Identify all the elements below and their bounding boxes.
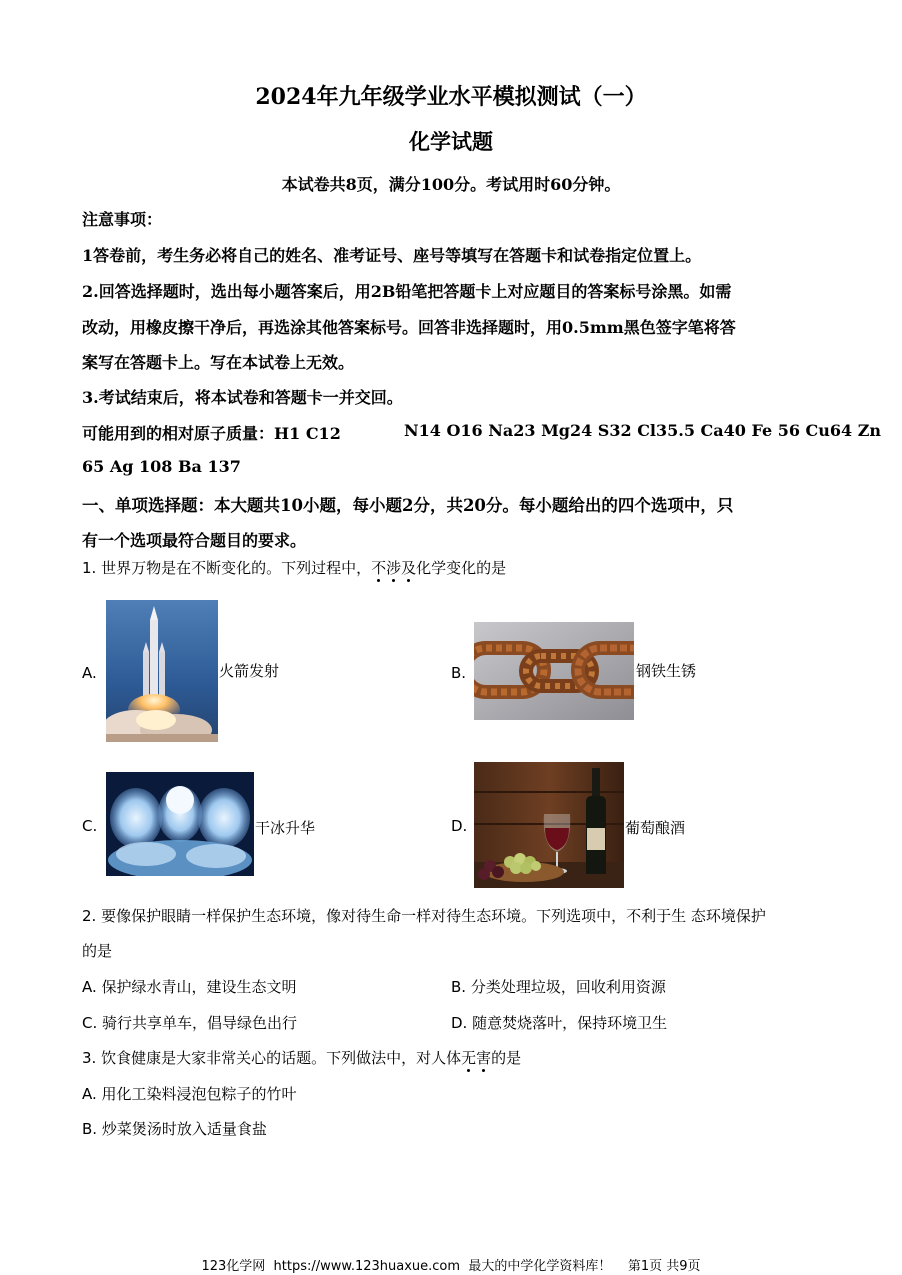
- question-2-option-d: D. 随意焚烧落叶，保持环境卫生: [451, 1014, 668, 1032]
- question-3-stem-before: 3. 饮食健康是大家非常关心的话题。下列做法中，对人体: [82, 1049, 462, 1067]
- emphasis-char: 不: [371, 559, 387, 577]
- notes-heading: 注意事项：: [82, 210, 163, 229]
- option-letter-d: D.: [451, 817, 468, 835]
- dry-ice-fog-image: [106, 772, 254, 876]
- notes-item-2-line-3: 案写在答题卡上。写在本试卷上无效。: [82, 353, 355, 372]
- question-3-stem: [82, 1047, 521, 1068]
- footer-url-link[interactable]: https://www.123huaxue.com: [273, 1259, 461, 1274]
- question-3-option-a: A. 用化工染料浸泡包粽子的竹叶: [82, 1085, 297, 1103]
- rocket-launch-image: [106, 600, 218, 742]
- page-footer: [0, 1255, 902, 1274]
- option-letter-c: C.: [82, 817, 98, 835]
- option-letter-a: A.: [82, 664, 97, 682]
- question-2-stem-line-1: 2. 要像保护眼睛一样保护生态环境，像对待生命一样对待生态环境。下列选项中，不利于生 态环境保护: [82, 907, 766, 925]
- question-2-option-b: B. 分类处理垃圾，回收利用资源: [451, 978, 666, 996]
- question-1-stem-after: 化学变化的是: [416, 559, 507, 577]
- notes-item-2-line-2: 改动，用橡皮擦干净后，再选涂其他答案标号。回答非选择题时，用0.5mm黑色签字笔将答: [82, 318, 736, 337]
- footer-site-name: 123化学网: [201, 1259, 266, 1274]
- option-text-d: 葡萄酿酒: [625, 819, 686, 837]
- section-1-heading-line-2: 有一个选项最符合题目的要求。: [82, 531, 307, 550]
- option-letter-b: B.: [451, 664, 467, 682]
- question-3-stem-after: 的是: [491, 1049, 522, 1067]
- question-2-option-c: C. 骑行共享单车，倡导绿色出行: [82, 1014, 298, 1032]
- atomic-mass-line-1a: 可能用到的相对原子质量：H1 C12: [82, 424, 341, 443]
- question-3-option-b: B. 炒菜煲汤时放入适量食盐: [82, 1120, 267, 1138]
- emphasis-char: 涉: [386, 559, 402, 577]
- atomic-mass-line-1b: N14 O16 Na23 Mg24 S32 Cl35.5 Ca40 Fe 56 Cu64 Zn: [404, 421, 882, 440]
- question-2-stem-line-2: 的是: [82, 942, 113, 960]
- exam-subtitle: 化学试题: [409, 129, 493, 154]
- atomic-mass-line-2: 65 Ag 108 Ba 137: [82, 457, 241, 476]
- question-1-stem: [82, 557, 506, 578]
- notes-item-2-line-1: 2.回答选择题时，选出每小题答案后，用2B铅笔把答题卡上对应题目的答案标号涂黑。如需: [82, 282, 732, 301]
- option-text-b: 钢铁生锈: [636, 662, 697, 680]
- notes-item-1: 1答卷前，考生务必将自己的姓名、准考证号、座号等填写在答题卡和试卷指定位置上。: [82, 246, 702, 265]
- notes-item-3: 3.考试结束后，将本试卷和答题卡一并交回。: [82, 388, 403, 407]
- exam-title: 2024年九年级学业水平模拟测试（一）: [255, 84, 647, 110]
- emphasis-char: 害: [476, 1049, 492, 1067]
- emphasis-char: 无: [461, 1049, 477, 1067]
- wine-and-grapes-image: [474, 762, 624, 888]
- exam-info: 本试卷共8页，满分100分。考试用时60分钟。: [281, 175, 621, 194]
- option-text-a: 火箭发射: [219, 662, 280, 680]
- footer-page-number: 第1页 共9页: [627, 1259, 701, 1274]
- question-2-option-a: A. 保护绿水青山，建设生态文明: [82, 978, 297, 996]
- emphasis-char: 及: [401, 559, 417, 577]
- section-1-heading-line-1: 一、单项选择题：本大题共10小题，每小题2分，共20分。每小题给出的四个选项中，只: [82, 496, 734, 515]
- question-1-stem-before: 1. 世界万物是在不断变化的。下列过程中，: [82, 559, 372, 577]
- option-text-c: 干冰升华: [255, 819, 316, 837]
- rusty-chain-image: [474, 622, 634, 720]
- footer-slogan: 最大的中学化学资料库！: [468, 1259, 612, 1274]
